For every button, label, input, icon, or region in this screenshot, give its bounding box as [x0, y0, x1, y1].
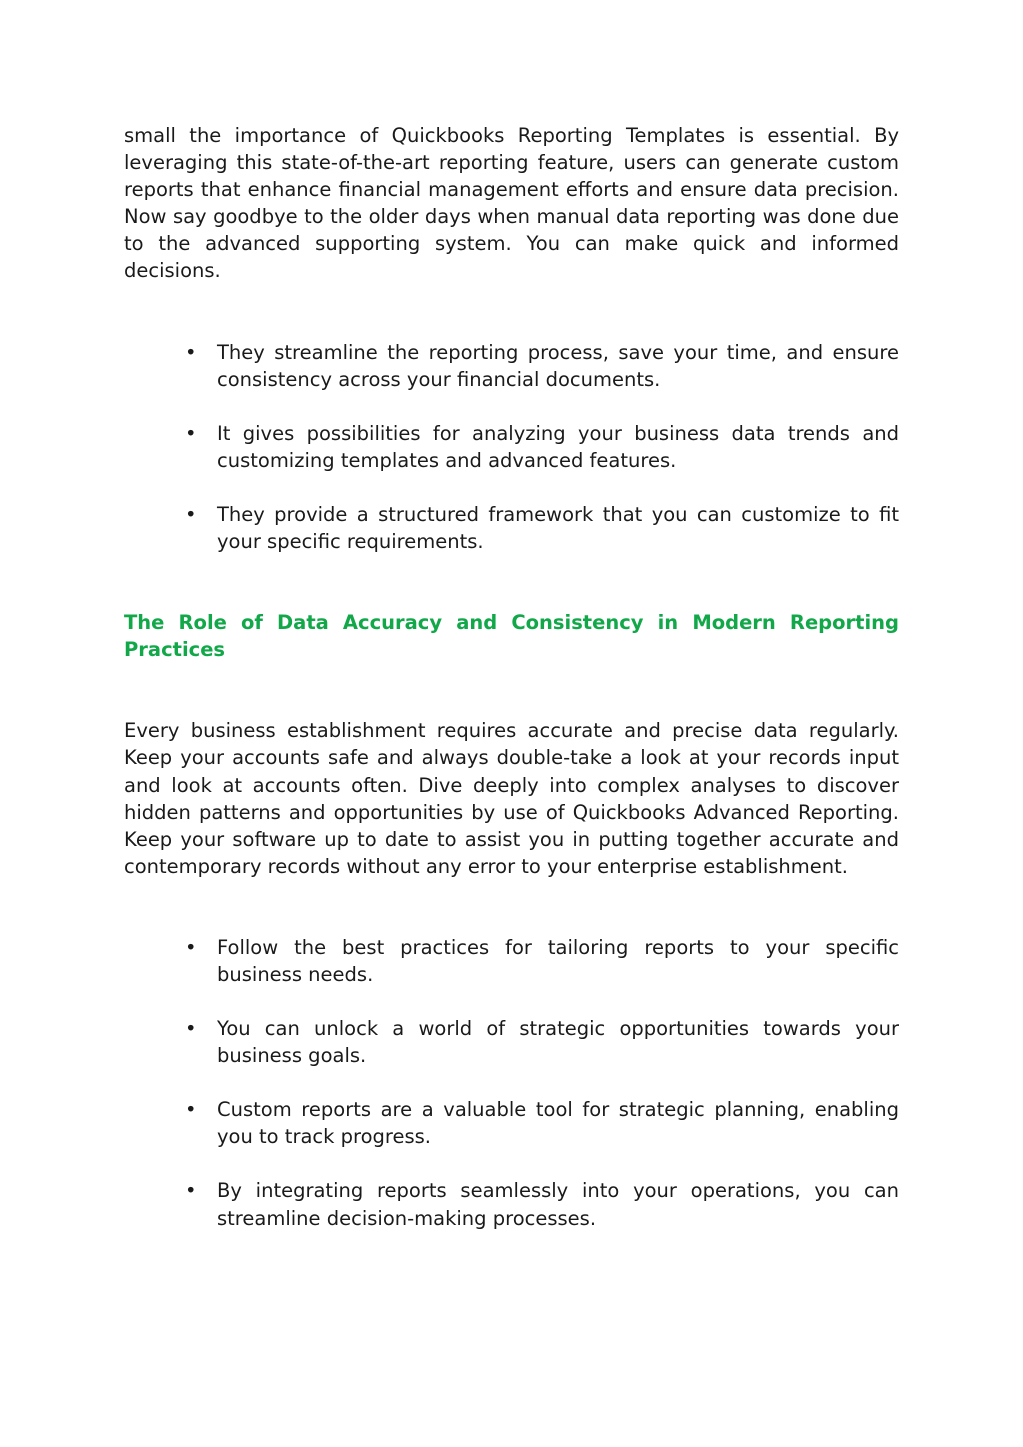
list-item — [124, 501, 899, 555]
list-item-text: Custom reports are a valuable tool for strategic planning, enabling you to track progress. — [217, 1098, 899, 1149]
document-page — [124, 122, 899, 1232]
practices-list — [124, 934, 899, 1232]
list-item — [124, 339, 899, 393]
list-item — [124, 1096, 899, 1150]
benefits-list — [124, 339, 899, 556]
intro-paragraph: small the importance of Quickbooks Reporting Templates is essential. By leveraging this state-of-the-art reporting feature, users can generate custom reports that enhance financial management efforts and ensure data precision. Now say goodbye to the older days when manual data reporting was done due to the advanced supporting system. You can make quick and informed decisions. — [124, 124, 899, 283]
list-item — [124, 934, 899, 988]
bullet-icon: • — [185, 1179, 197, 1203]
section-heading: The Role of Data Accuracy and Consistency in Modern Reporting Practices — [124, 611, 899, 662]
bullet-icon: • — [185, 1098, 197, 1122]
list-item — [124, 1015, 899, 1069]
bullet-icon: • — [185, 935, 197, 959]
bullet-icon: • — [185, 421, 197, 445]
list-item-text: It gives possibilities for analyzing your business data trends and customizing templates and advanced features. — [217, 421, 899, 472]
list-item-text: By integrating reports seamlessly into your operations, you can streamline decision-making processes. — [217, 1179, 899, 1230]
list-item-text: Follow the best practices for tailoring reports to your specific business needs. — [217, 935, 899, 986]
list-item-text: They provide a structured framework that you can customize to fit your specific requirements. — [217, 502, 899, 554]
bullet-icon: • — [185, 1017, 197, 1041]
section-paragraph: Every business establishment requires accurate and precise data regularly. Keep your accounts safe and always double-take a look at your records input and look at accounts often. Dive deeply into complex analyses to discover hidden patterns and opportunities by use of Quickbooks Advanced Reporting. Keep your software up to date to assist you in putting together accurate and contemporary records without any error to your enterprise establishment. — [124, 719, 899, 878]
bullet-icon: • — [185, 502, 197, 526]
list-item — [124, 420, 899, 474]
list-item — [124, 1177, 899, 1231]
list-item-text: You can unlock a world of strategic opportunities towards your business goals. — [217, 1017, 899, 1068]
list-item-text: They streamline the reporting process, save your time, and ensure consistency across your financial documents. — [217, 340, 899, 391]
bullet-icon: • — [185, 340, 197, 364]
